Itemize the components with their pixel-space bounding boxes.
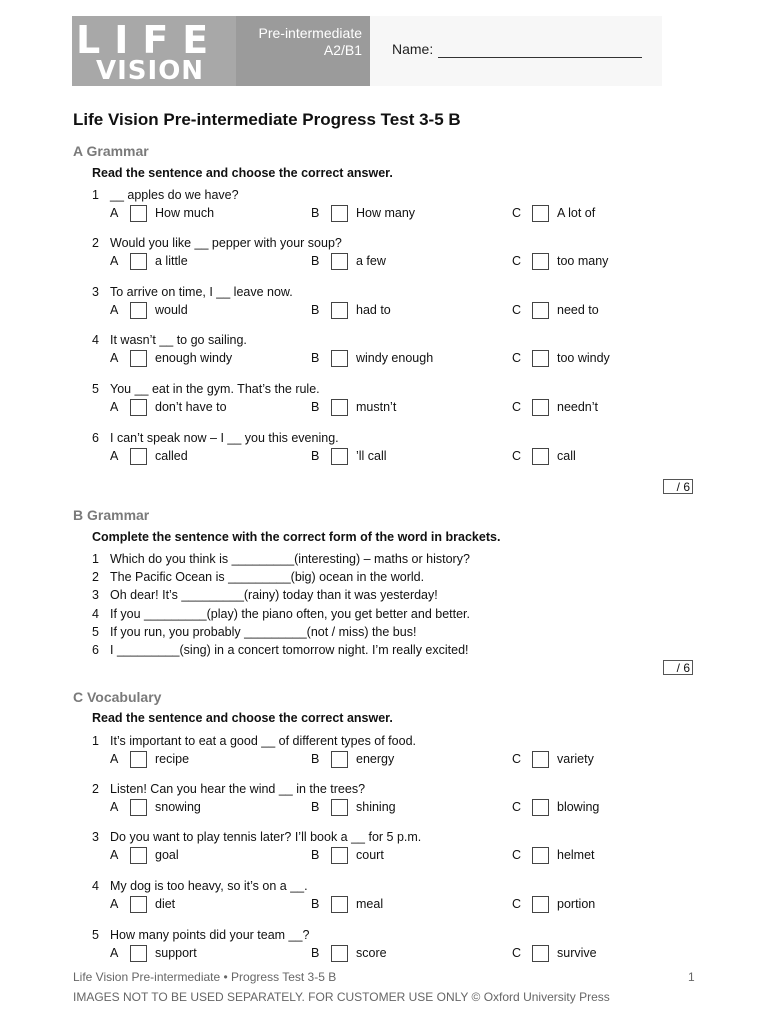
section-c-title: C Vocabulary [73,689,162,705]
option-text: helmet [557,848,595,862]
answer-checkbox[interactable] [331,847,348,864]
page-title: Life Vision Pre-intermediate Progress Test 3-5 B [73,110,461,129]
name-input-line[interactable] [438,57,642,58]
option-text: had to [356,303,391,317]
answer-checkbox[interactable] [130,302,147,319]
answer-checkbox[interactable] [532,350,549,367]
line-number: 3 [92,588,99,602]
section-b-title: B Grammar [73,507,150,523]
option-text: goal [155,848,179,862]
option-text: A lot of [557,206,596,220]
option-letter: C [512,848,522,862]
option-letter: B [311,752,320,766]
question-text: You __ eat in the gym. That’s the rule. [110,382,320,396]
answer-checkbox[interactable] [331,448,348,465]
question-number: 5 [92,382,99,396]
question-text: My dog is too heavy, so it’s on a __. [110,879,308,893]
answer-checkbox[interactable] [331,896,348,913]
answer-checkbox[interactable] [331,399,348,416]
section-b-instruction: Complete the sentence with the correct form of the word in brackets. [92,530,501,544]
option-text: meal [356,897,384,911]
question-number: 6 [92,431,99,445]
question-number: 2 [92,236,99,250]
level-line2: A2/B1 [323,42,362,58]
question-number: 3 [92,285,99,299]
answer-checkbox[interactable] [532,205,549,222]
line-text[interactable]: If you run, you probably _________(not / miss) the bus! [110,625,417,639]
answer-checkbox[interactable] [130,945,147,962]
option-letter: B [311,800,320,814]
answer-checkbox[interactable] [532,751,549,768]
option-letter: A [110,303,119,317]
option-letter: A [110,400,119,414]
answer-checkbox[interactable] [130,448,147,465]
question-text: I can’t speak now – I __ you this evening. [110,431,339,445]
section-a-instruction: Read the sentence and choose the correct answer. [92,166,393,180]
answer-checkbox[interactable] [130,896,147,913]
option-letter: B [311,254,320,268]
option-text: mustn’t [356,400,397,414]
section-a-title: A Grammar [73,143,149,159]
option-letter: C [512,303,522,317]
name-label: Name: [392,41,434,57]
line-text[interactable]: The Pacific Ocean is _________(big) ocean in the world. [110,570,425,584]
option-text: score [356,946,387,960]
logo-line2: VISION [96,56,205,86]
line-number: 1 [92,552,99,566]
option-letter: B [311,449,320,463]
question-text: Listen! Can you hear the wind __ in the trees? [110,782,366,796]
answer-checkbox[interactable] [331,751,348,768]
option-letter: C [512,946,522,960]
question-number: 1 [92,734,99,748]
line-text[interactable]: Which do you think is _________(interesting) – maths or history? [110,552,470,566]
level-label [259,25,363,59]
question-number: 4 [92,879,99,893]
answer-checkbox[interactable] [130,399,147,416]
answer-checkbox[interactable] [532,945,549,962]
option-letter: A [110,946,119,960]
answer-checkbox[interactable] [532,253,549,270]
option-text: too windy [557,351,610,365]
question-text: To arrive on time, I __ leave now. [110,285,293,299]
option-letter: C [512,206,522,220]
option-text: ’ll call [356,449,387,463]
option-letter: B [311,303,320,317]
question-text: It’s important to eat a good __ of different types of food. [110,734,416,748]
footer-copyright: IMAGES NOT TO BE USED SEPARATELY. FOR CUSTOMER USE ONLY © Oxford University Press [73,990,610,1004]
option-text: diet [155,897,176,911]
answer-checkbox[interactable] [532,847,549,864]
option-letter: A [110,449,119,463]
line-text[interactable]: If you _________(play) the piano often, you get better and better. [110,607,470,621]
line-number: 4 [92,607,99,621]
section-c-instruction: Read the sentence and choose the correct answer. [92,711,393,725]
section-b-score-box[interactable]: / 6 [663,660,693,675]
option-letter: B [311,351,320,365]
answer-checkbox[interactable] [331,945,348,962]
line-text[interactable]: I _________(sing) in a concert tomorrow night. I’m really excited! [110,643,469,657]
answer-checkbox[interactable] [532,302,549,319]
option-letter: A [110,752,119,766]
answer-checkbox[interactable] [130,847,147,864]
footer-title: Life Vision Pre-intermediate • Progress Test 3-5 B [73,970,337,984]
section-a-score-box[interactable]: / 6 [663,479,693,494]
option-letter: B [311,400,320,414]
option-letter: C [512,400,522,414]
answer-checkbox[interactable] [532,896,549,913]
line-text[interactable]: Oh dear! It’s _________(rainy) today than it was yesterday! [110,588,438,602]
logo-line1: LIFE [76,18,223,62]
page-number: 1 [688,970,695,984]
option-letter: A [110,206,119,220]
option-letter: C [512,254,522,268]
option-letter: C [512,897,522,911]
question-number: 5 [92,928,99,942]
answer-checkbox[interactable] [331,253,348,270]
option-letter: B [311,897,320,911]
option-text: support [155,946,197,960]
option-text: don’t have to [155,400,227,414]
answer-checkbox[interactable] [532,448,549,465]
option-text: blowing [557,800,600,814]
option-letter: C [512,752,522,766]
answer-checkbox[interactable] [331,350,348,367]
option-letter: C [512,351,522,365]
option-letter: B [311,946,320,960]
option-letter: C [512,800,522,814]
option-text: call [557,449,576,463]
option-text: need to [557,303,599,317]
question-text: Would you like __ pepper with your soup? [110,236,342,250]
line-number: 6 [92,643,99,657]
option-text: survive [557,946,597,960]
option-letter: A [110,351,119,365]
option-text: portion [557,897,596,911]
option-letter: A [110,254,119,268]
question-number: 1 [92,188,99,202]
option-letter: C [512,449,522,463]
option-text: energy [356,752,395,766]
answer-checkbox[interactable] [130,799,147,816]
option-text: a few [356,254,386,268]
question-text: It wasn’t __ to go sailing. [110,333,247,347]
answer-checkbox[interactable] [130,751,147,768]
level-panel [236,16,370,86]
answer-checkbox[interactable] [130,253,147,270]
question-text: Do you want to play tennis later? I’ll book a __ for 5 p.m. [110,830,422,844]
line-number: 5 [92,625,99,639]
option-text: How many [356,206,416,220]
option-text: How much [155,206,215,220]
answer-checkbox[interactable] [532,799,549,816]
option-text: a little [155,254,188,268]
level-line1: Pre-intermediate [258,25,362,41]
answer-checkbox[interactable] [130,205,147,222]
answer-checkbox[interactable] [532,399,549,416]
option-letter: B [311,848,320,862]
question-number: 4 [92,333,99,347]
option-text: shining [356,800,396,814]
answer-checkbox[interactable] [331,799,348,816]
option-letter: A [110,800,119,814]
option-text: court [356,848,384,862]
option-text: enough windy [155,351,233,365]
option-text: recipe [155,752,190,766]
answer-checkbox[interactable] [130,350,147,367]
logo-block [72,16,370,86]
option-text: needn’t [557,400,599,414]
option-letter: A [110,848,119,862]
answer-checkbox[interactable] [331,205,348,222]
option-text: too many [557,254,609,268]
question-number: 2 [92,782,99,796]
question-text: __ apples do we have? [110,188,239,202]
option-text: snowing [155,800,201,814]
life-vision-logo [72,16,236,86]
question-text: How many points did your team __? [110,928,310,942]
line-number: 2 [92,570,99,584]
option-text: called [155,449,188,463]
question-number: 3 [92,830,99,844]
option-text: would [155,303,188,317]
option-letter: B [311,206,320,220]
answer-checkbox[interactable] [331,302,348,319]
option-letter: A [110,897,119,911]
option-text: windy enough [356,351,434,365]
name-field-area [370,16,662,86]
option-text: variety [557,752,594,766]
